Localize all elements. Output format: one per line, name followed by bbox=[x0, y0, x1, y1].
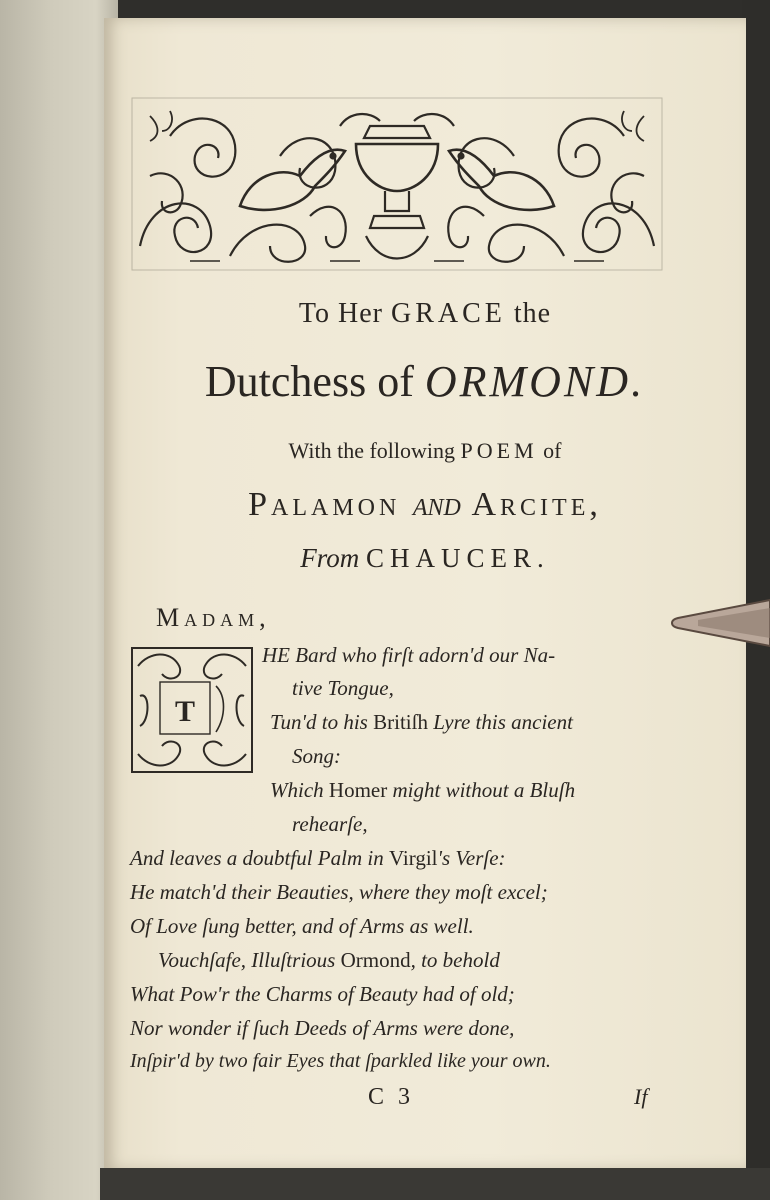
verse-line-5: Which Homer might without a Bluſh bbox=[270, 778, 576, 802]
verse-line-10: Vouchſafe, Illuſtrious Ormond, to behold bbox=[158, 948, 500, 972]
verse-line-8: He match'd their Beauties, where they moſt excel; bbox=[130, 880, 548, 904]
decorated-initial bbox=[130, 646, 254, 774]
background-bottom bbox=[100, 1168, 770, 1200]
headpiece-ornament bbox=[130, 96, 664, 272]
verse-line-2: tive Tongue, bbox=[292, 676, 394, 700]
heading-line-palamon: Palamon and Arcite, bbox=[248, 486, 602, 523]
heading-line-dutchess: Dutchess of ORMOND. bbox=[204, 357, 646, 406]
heading-line-to-her-grace: To Her GRACE the bbox=[298, 298, 552, 329]
verse-line-11: What Pow'r the Charms of Beauty had of old; bbox=[130, 982, 515, 1006]
verse-line-12: Nor wonder if ſuch Deeds of Arms were done, bbox=[130, 1016, 515, 1040]
book-page bbox=[104, 18, 746, 1170]
salutation: Madam, bbox=[156, 603, 271, 632]
heading-line-chaucer: From CHAUCER. bbox=[300, 543, 550, 573]
verse-line-9: Of Love ſung better, and of Arms as well. bbox=[130, 914, 474, 938]
catchword: If bbox=[634, 1084, 648, 1109]
pen-tip bbox=[668, 594, 770, 652]
verse-line-1: HE Bard who firſt adorn'd our Na- bbox=[262, 643, 556, 667]
verse-line-7: And leaves a doubtful Palm in Virgil's Verſe: bbox=[130, 846, 506, 870]
verse-line-3: Tun'd to his Britiſh Lyre this ancient bbox=[270, 710, 573, 734]
signature-mark: C 3 bbox=[368, 1084, 415, 1110]
heading-line-poem: With the following POEM of bbox=[288, 438, 562, 463]
verse-line-6: rehearſe, bbox=[292, 812, 368, 836]
verse-line-13: Inſpir'd by two fair Eyes that ſparkled like your own. bbox=[130, 1050, 551, 1072]
verse-line-4: Song: bbox=[292, 744, 341, 768]
dropcap-letter: T bbox=[174, 695, 196, 728]
